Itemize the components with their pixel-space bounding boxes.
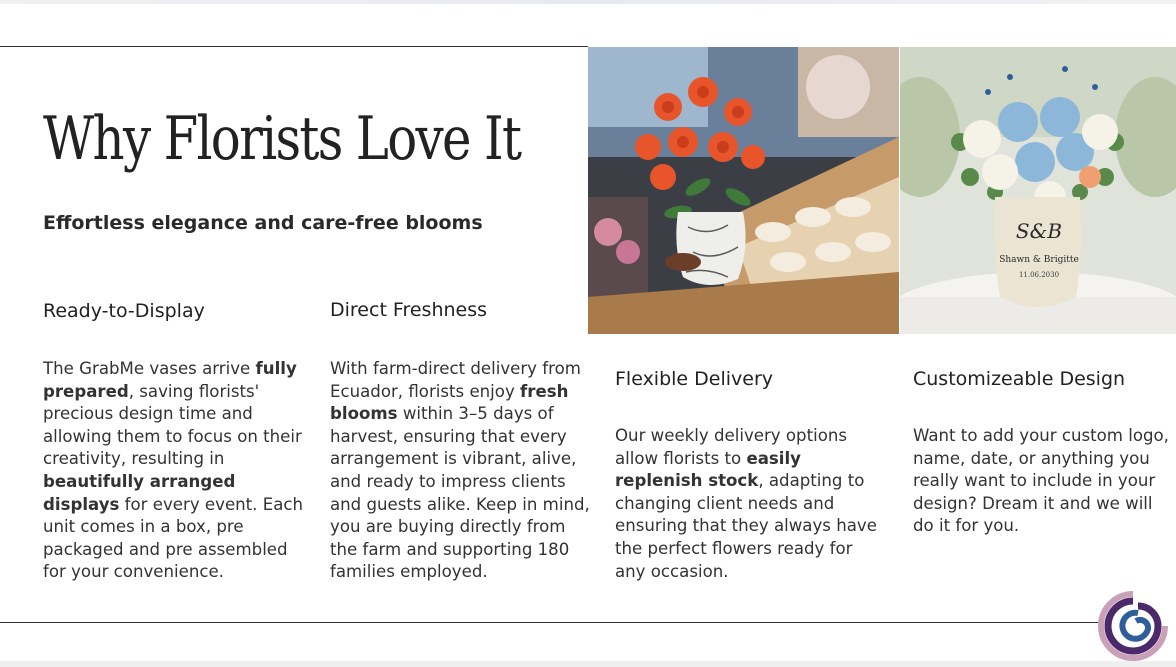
bottom-strip — [0, 661, 1176, 667]
feature-heading: Flexible Delivery — [615, 368, 774, 390]
feature-heading: Direct Freshness — [330, 299, 488, 321]
feature-body: The GrabMe vases arrive fully prepared, saving florists' precious design time and allowing them to focus on their creativity, resulting in beautifully arranged displays for every event. Each unit comes in a box, pre packaged and pre assembled for your convenience. — [43, 359, 304, 582]
photo-orange-roses — [588, 47, 899, 334]
brand-logo — [1098, 591, 1168, 661]
feature-body: Our weekly delivery options allow florists to easily replenish stock, adapting to changing client needs and ensuring that they always have the perfect flowers ready for any occasion. — [615, 426, 877, 581]
feature-body: With farm-direct delivery from Ecuador, florists enjoy fresh blooms within 3–5 days of harvest, ensuring that every arrangement is vibrant, alive, and ready to impress clients and guests alike. Keep in mind, you are buying directly from the farm and supporting 180 families employed. — [330, 359, 590, 582]
feature-direct-freshness — [330, 299, 592, 584]
feature-flexible-delivery — [615, 368, 877, 583]
vase-names: Shawn & Brigitte — [999, 255, 1079, 265]
feature-customizeable-design — [913, 368, 1169, 538]
vase-monogram: S&B — [1015, 219, 1063, 243]
bottom-divider — [0, 622, 1100, 623]
page-title: Why Florists Love It — [43, 104, 521, 174]
photo-custom-vase — [900, 47, 1176, 334]
top-divider — [0, 46, 588, 47]
page-subtitle: Effortless elegance and care-free blooms — [43, 212, 483, 234]
vase-date: 11.06.2030 — [1018, 271, 1060, 279]
feature-body: Want to add your custom logo, name, date, or anything you really want to include in your design? Dream it and we will do it for you. — [913, 426, 1169, 536]
top-strip — [0, 0, 1176, 4]
feature-heading: Customizeable Design — [913, 368, 1126, 390]
feature-heading: Ready-to-Display — [43, 300, 205, 322]
feature-ready-to-display — [43, 300, 305, 584]
